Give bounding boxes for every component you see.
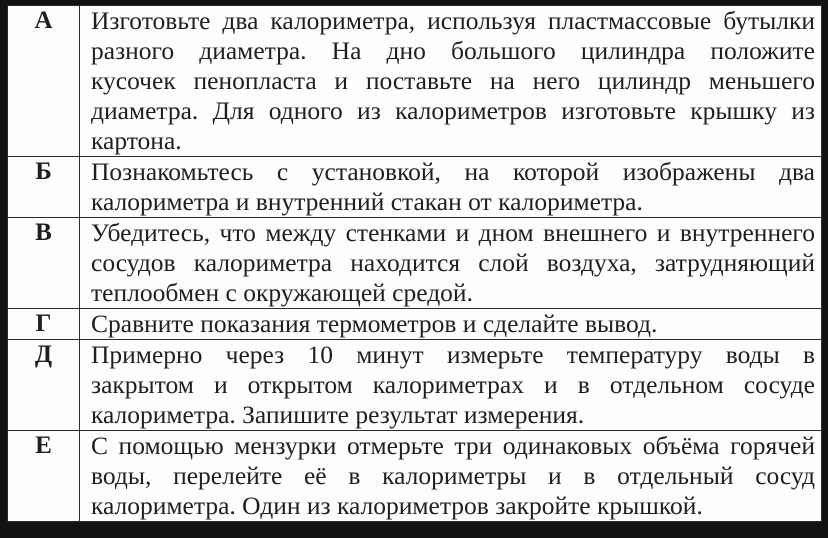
step-text-line: С помощью мензурки отмерьте три одинаковых объёма горячей xyxy=(91,431,815,460)
instruction-row-e xyxy=(8,431,821,521)
instruction-row-g xyxy=(8,309,821,340)
step-text xyxy=(80,431,821,521)
instruction-row-d xyxy=(8,340,821,431)
step-text-line: Сравните показания термометров и сделайте вывод. xyxy=(91,309,658,338)
instructions-table xyxy=(7,5,822,522)
step-label: Б xyxy=(8,157,80,217)
step-text-line: воды, перелейте её в калориметры и в отдельный сосуд xyxy=(91,461,815,490)
step-text xyxy=(80,309,821,339)
step-text-line: диаметра. Для одного из калориметров изготовьте крышку из xyxy=(91,96,815,125)
step-text-line: сосудов калориметра находится слой воздуха, затрудняющий xyxy=(91,248,815,277)
step-text xyxy=(80,6,821,156)
step-label: Е xyxy=(8,431,80,521)
step-label: В xyxy=(8,218,80,308)
step-text xyxy=(80,218,821,308)
step-text-line: картона. xyxy=(91,126,182,155)
step-text-line: кусочек пенопласта и поставьте на него цилиндр меньшего xyxy=(91,66,815,95)
step-text-line: разного диаметра. На дно большого цилиндра положите xyxy=(91,36,815,65)
instruction-row-v xyxy=(8,218,821,309)
step-text xyxy=(80,340,821,430)
step-label: Г xyxy=(8,309,80,339)
instruction-row-a xyxy=(8,6,821,157)
step-text-line: Примерно через 10 минут измерьте температуру воды в xyxy=(91,340,815,369)
step-text-line: калориметра. Запишите результат измерения. xyxy=(91,400,585,429)
step-label: А xyxy=(8,6,80,156)
step-text-line: Убедитесь, что между стенками и дном внешнего и внутреннего xyxy=(91,218,815,247)
step-text-line: теплообмен с окружающей средой. xyxy=(91,278,473,307)
step-text-line: Познакомьтесь с установкой, на которой изображены два xyxy=(91,157,815,186)
instruction-row-b xyxy=(8,157,821,218)
step-text-line: калориметра. Один из калориметров закройте крышкой. xyxy=(91,491,703,520)
step-label: Д xyxy=(8,340,80,430)
step-text-line: Изготовьте два калориметра, используя пластмассовые бутылки xyxy=(91,6,815,35)
step-text-line: закрытом и открытом калориметрах и в отдельном сосуде xyxy=(91,370,815,399)
step-text-line: калориметра и внутренний стакан от калориметра. xyxy=(91,187,643,216)
step-text xyxy=(80,157,821,217)
